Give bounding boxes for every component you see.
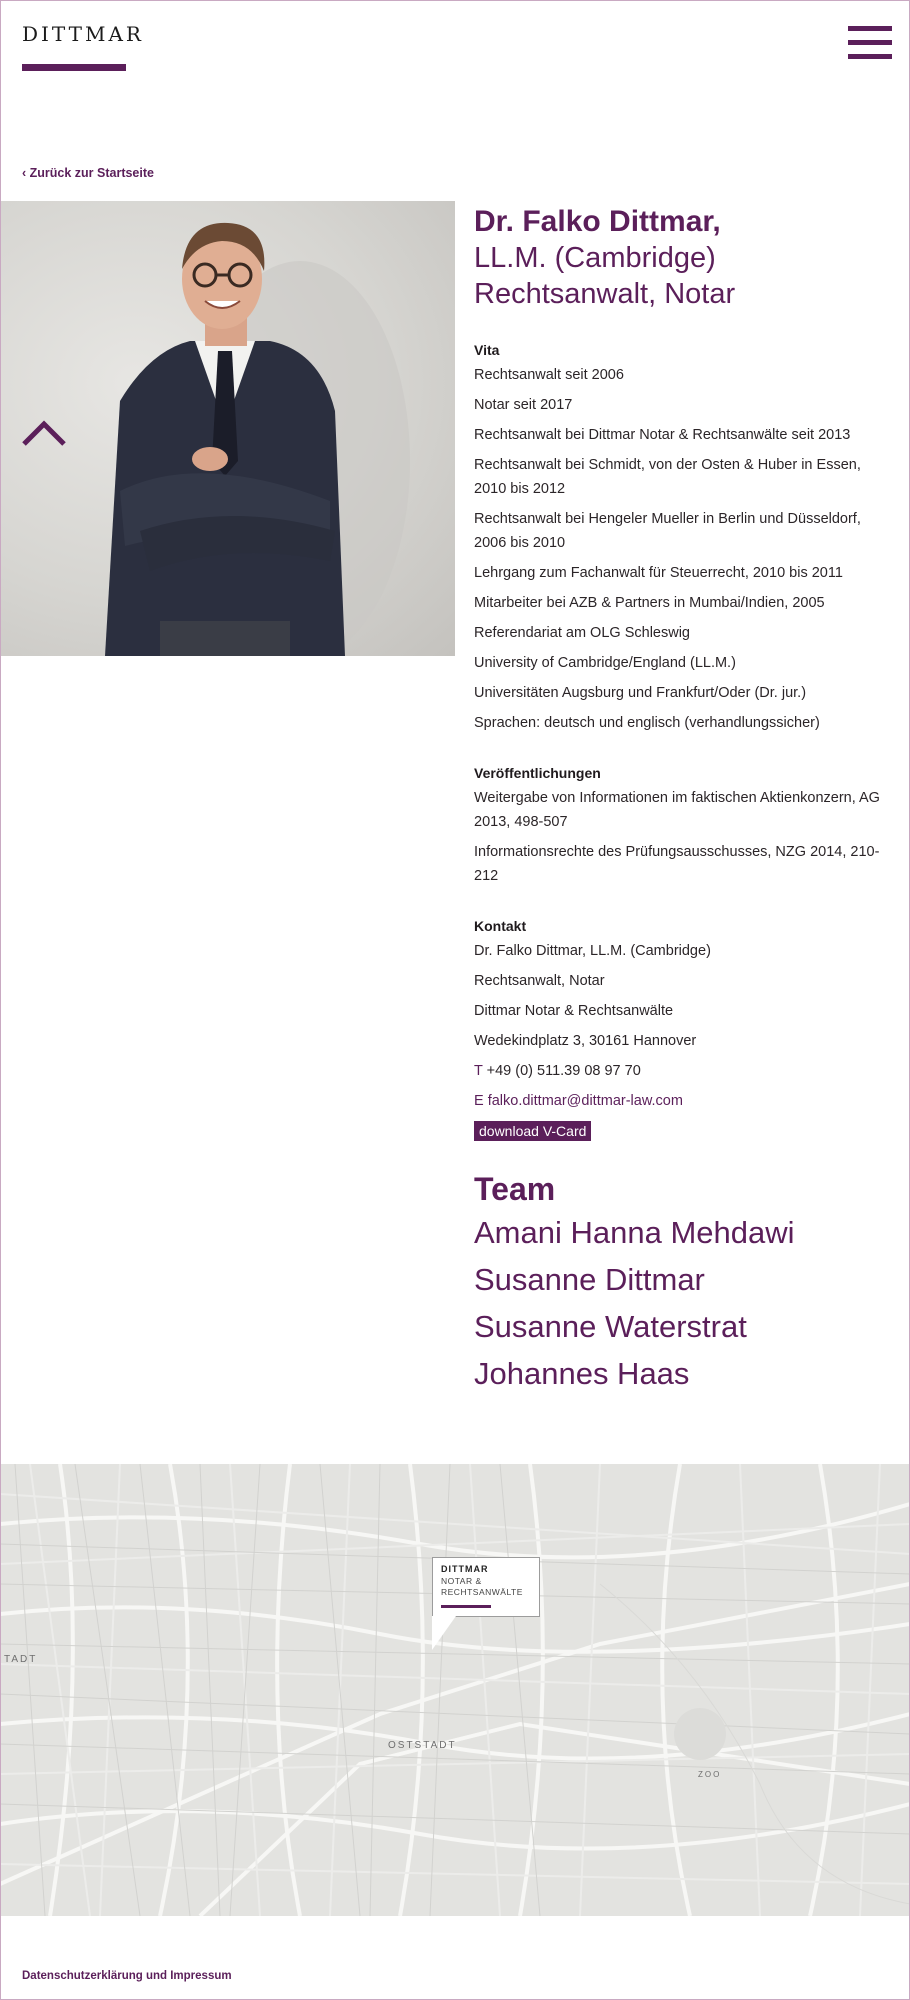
portrait-photo — [0, 201, 455, 656]
contact-address: Wedekindplatz 3, 30161 Hannover — [474, 1033, 697, 1049]
menu-line — [848, 40, 892, 45]
back-to-home-link[interactable]: ‹ Zurück zur Startseite — [22, 166, 154, 180]
vita-item: Referendariat am OLG Schleswig — [474, 625, 690, 641]
map-edge-label: TADT — [4, 1654, 38, 1665]
location-map[interactable] — [0, 1464, 910, 1916]
profile-name: Dr. Falko Dittmar, — [474, 205, 721, 238]
profile-title: Rechtsanwalt, Notar — [474, 278, 736, 310]
email-link[interactable]: falko.dittmar@dittmar-law.com — [487, 1093, 683, 1109]
profile-content — [474, 204, 884, 1397]
publication-item: Weitergabe von Informationen im faktischen Aktienkonzern, AG 2013, 498-507 — [474, 790, 880, 830]
email-prefix: E — [474, 1093, 484, 1109]
contact-heading: Kontakt — [474, 918, 527, 934]
logo[interactable]: DITTMAR — [22, 22, 144, 46]
marker-title: DITTMAR — [441, 1564, 489, 1574]
vita-item: Sprachen: deutsch und englisch (verhandlungssicher) — [474, 715, 820, 731]
vita-item: Universitäten Augsburg und Frankfurt/Oder (Dr. jur.) — [474, 685, 807, 701]
map-district-label: OSTSTADT — [388, 1740, 457, 1751]
map-marker-pointer — [432, 1616, 456, 1650]
menu-line — [848, 54, 892, 59]
contact-phone[interactable] — [474, 1059, 884, 1083]
portrait-illustration — [0, 201, 455, 656]
vita-item: Mitarbeiter bei AZB & Partners in Mumbai/Indien, 2005 — [474, 595, 825, 611]
map-marker[interactable] — [432, 1557, 540, 1617]
phone-prefix: T — [474, 1063, 483, 1079]
vita-item: Rechtsanwalt seit 2006 — [474, 367, 624, 383]
vita-item: Rechtsanwalt bei Dittmar Notar & Rechtsanwälte seit 2013 — [474, 427, 851, 443]
publications-heading: Veröffentlichungen — [474, 765, 601, 781]
map-streets — [0, 1464, 910, 1916]
contact-email[interactable] — [474, 1089, 884, 1113]
vita-item: Notar seit 2017 — [474, 397, 573, 413]
vita-item: University of Cambridge/England (LL.M.) — [474, 655, 736, 671]
phone-number[interactable]: +49 (0) 511.39 08 97 70 — [486, 1063, 641, 1079]
marker-line-3: RECHTSANWÄLTE — [441, 1587, 523, 1597]
menu-line — [848, 26, 892, 31]
contact-firm: Dittmar Notar & Rechtsanwälte — [474, 1003, 674, 1019]
team-member-link[interactable]: Susanne Waterstrat — [474, 1309, 747, 1344]
marker-underline — [441, 1605, 491, 1608]
team-heading: Team — [474, 1171, 556, 1207]
team-member-link[interactable]: Johannes Haas — [474, 1356, 690, 1391]
profile-degree: LL.M. (Cambridge) — [474, 242, 716, 274]
vita-item: Rechtsanwalt bei Schmidt, von der Osten & Huber in Essen, 2010 bis 2012 — [474, 457, 861, 497]
contact-role: Rechtsanwalt, Notar — [474, 973, 605, 989]
team-list — [474, 1209, 884, 1397]
contact-name: Dr. Falko Dittmar, LL.M. (Cambridge) — [474, 943, 711, 959]
vita-item: Rechtsanwalt bei Hengeler Mueller in Berlin und Düsseldorf, 2006 bis 2010 — [474, 511, 861, 551]
marker-line-2: NOTAR & — [441, 1576, 482, 1586]
vita-list — [474, 363, 884, 735]
logo-underline — [22, 64, 126, 71]
team-member-link[interactable]: Susanne Dittmar — [474, 1262, 705, 1297]
vita-heading: Vita — [474, 342, 500, 358]
map-zoo-label: ZOO — [698, 1770, 722, 1779]
publication-item: Informationsrechte des Prüfungsausschusses, NZG 2014, 210-212 — [474, 844, 880, 884]
privacy-imprint-link[interactable]: Datenschutzerklärung und Impressum — [22, 1970, 232, 1982]
chevron-up-icon[interactable] — [22, 418, 66, 448]
publications-list — [474, 786, 884, 888]
hamburger-menu-icon[interactable] — [848, 26, 892, 62]
team-member-link[interactable]: Amani Hanna Mehdawi — [474, 1215, 795, 1250]
vita-item: Lehrgang zum Fachanwalt für Steuerrecht, 2010 bis 2011 — [474, 565, 843, 581]
download-vcard-button[interactable]: download V-Card — [474, 1121, 591, 1141]
